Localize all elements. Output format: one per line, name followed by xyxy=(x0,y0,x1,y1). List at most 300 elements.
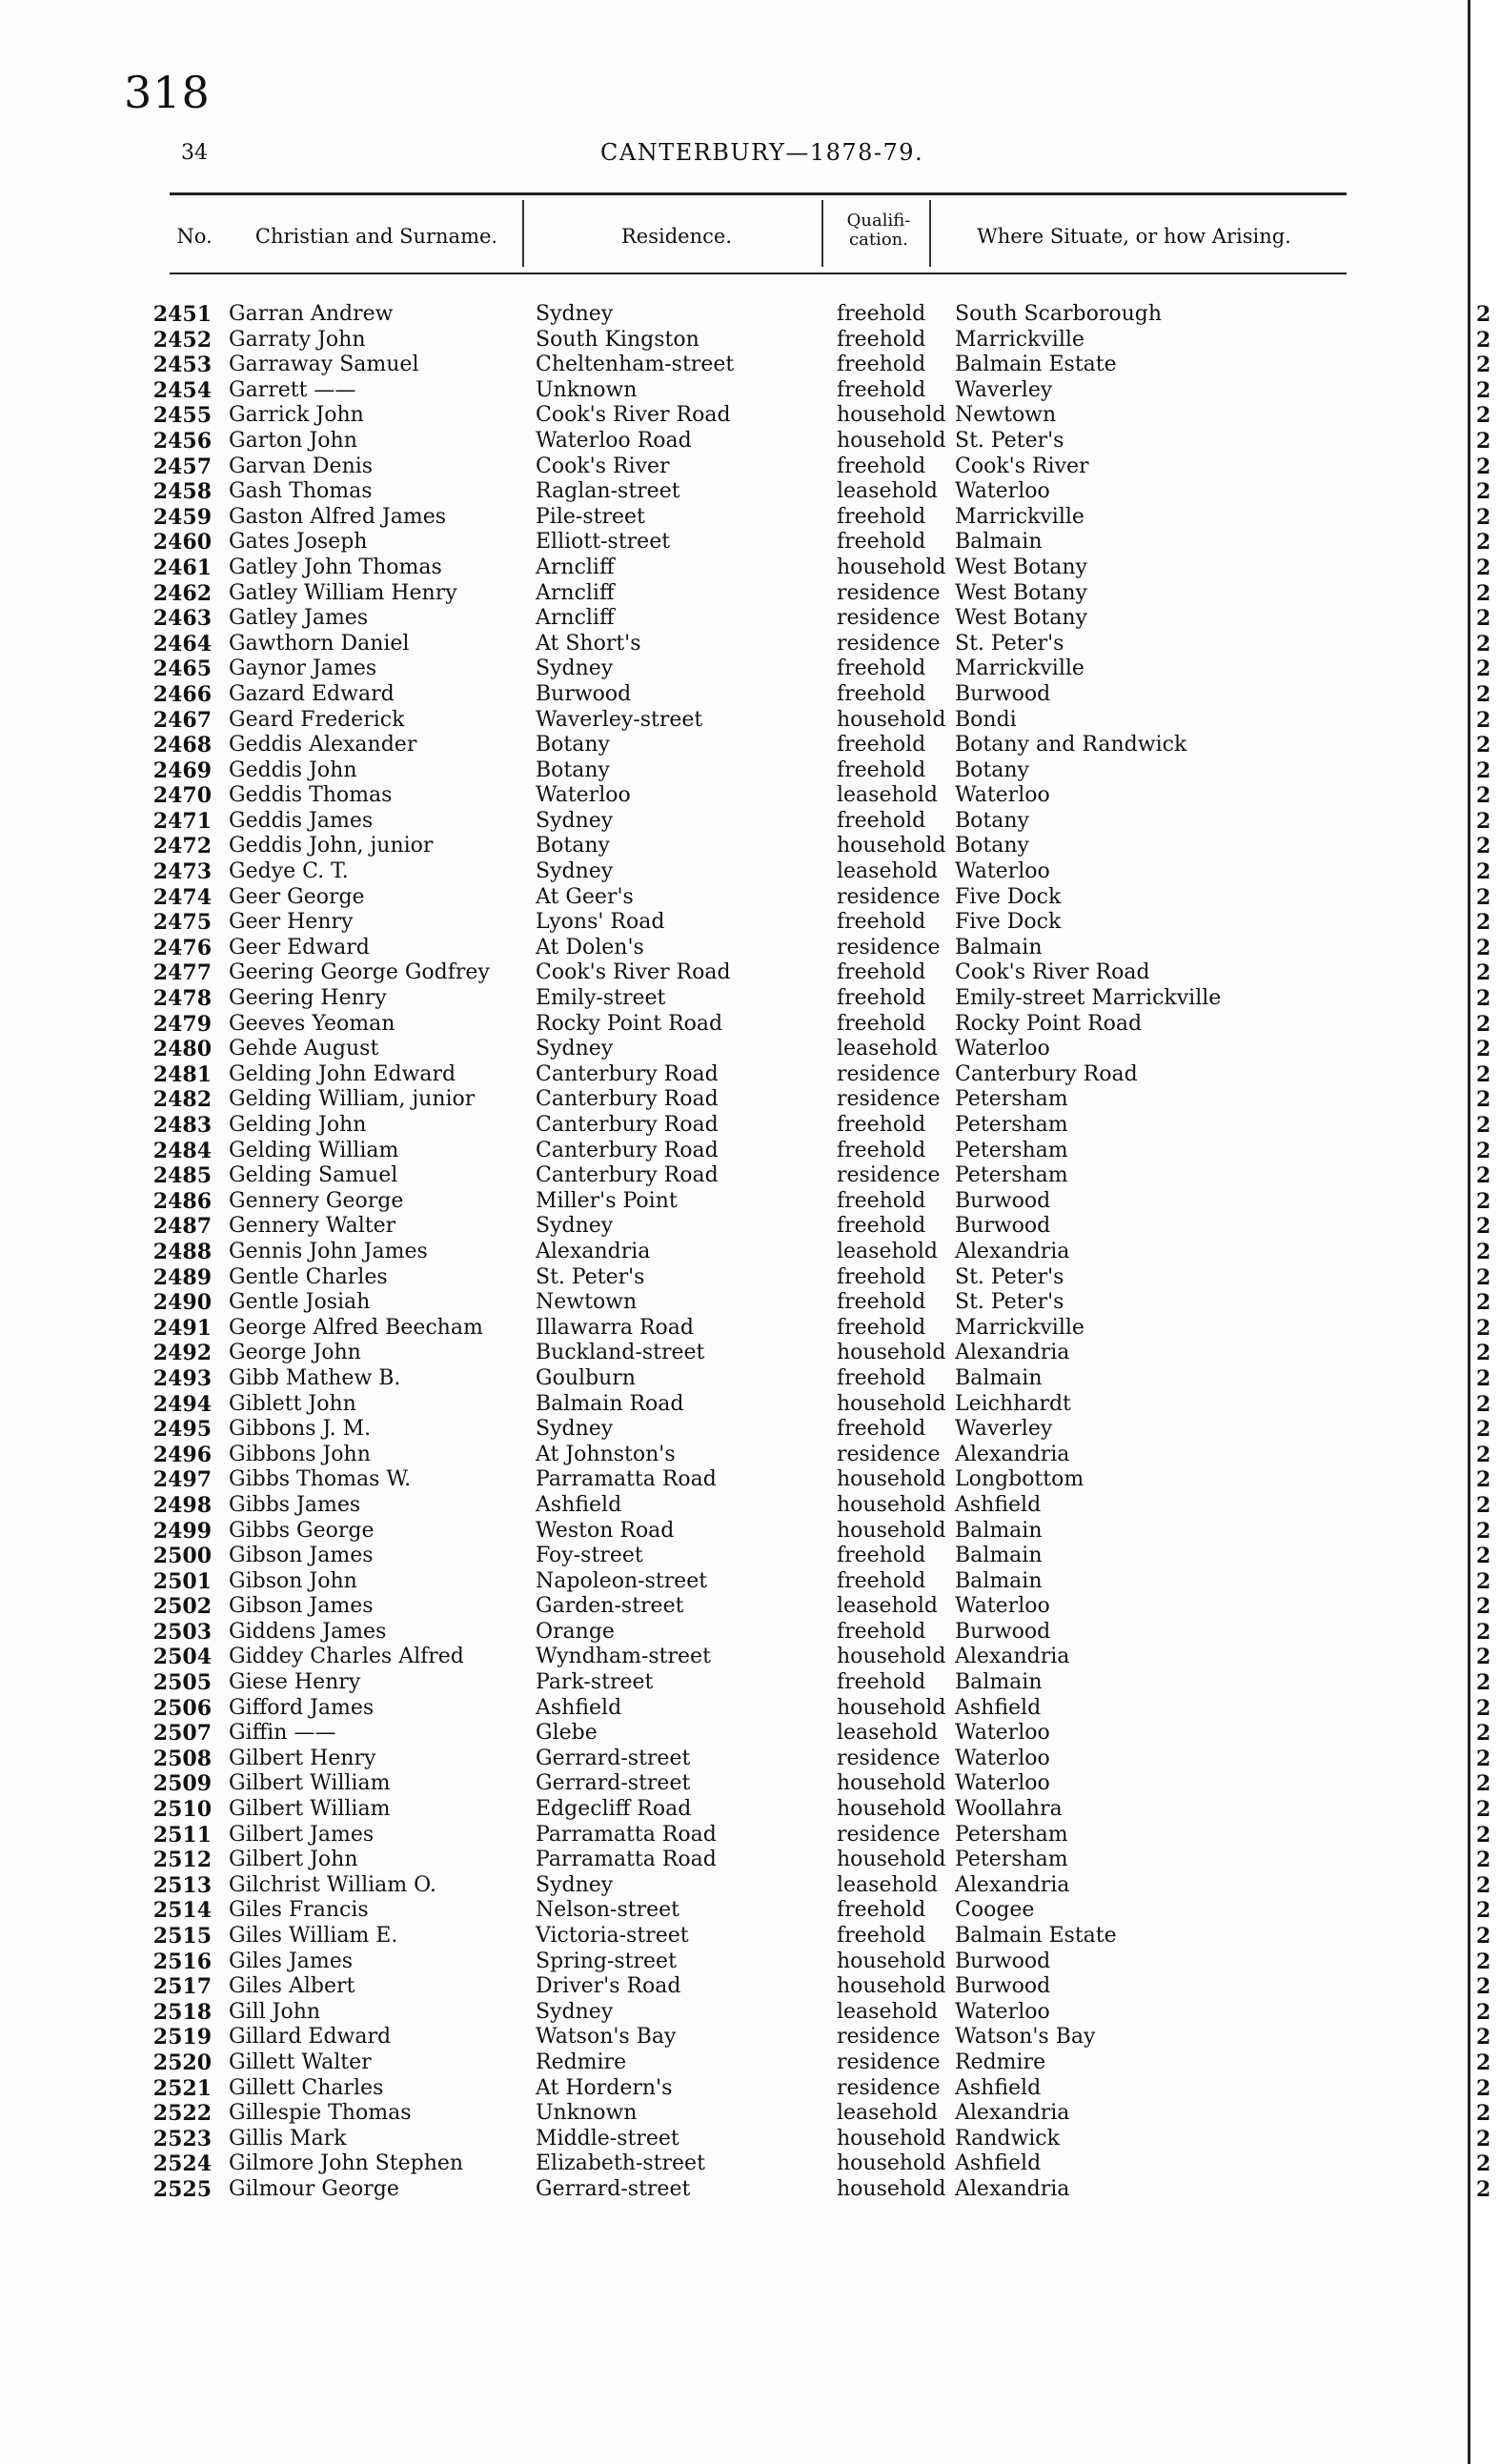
entry-name: Gilbert Henry xyxy=(229,1746,376,1770)
entry-number: 2480 xyxy=(152,1037,212,1062)
entry-number: 2497 xyxy=(152,1467,212,1493)
entry-where-situate: Alexandria xyxy=(955,1442,1070,1466)
table-row xyxy=(0,1037,1468,1062)
margin-fragment: 2 xyxy=(1476,479,1491,505)
table-row xyxy=(0,353,1468,378)
entry-qualification: leasehold xyxy=(837,2101,939,2126)
entry-where-situate: Burwood xyxy=(955,1949,1051,1973)
header-rule-bottom xyxy=(170,273,1347,274)
entry-name: Gentle Charles xyxy=(229,1264,388,1289)
entry-name: Gibbs Thomas W. xyxy=(229,1467,412,1492)
entry-where-situate: West Botany xyxy=(955,580,1087,605)
entry-where-situate: Alexandria xyxy=(955,1239,1070,1263)
entry-number: 2461 xyxy=(152,555,212,580)
entry-where-situate: Marrickville xyxy=(955,504,1084,529)
entry-residence: Sydney xyxy=(536,1417,614,1442)
margin-fragment: 2 xyxy=(1476,1949,1491,1974)
entry-residence: Unknown xyxy=(536,377,638,402)
entry-name: Giles Albert xyxy=(229,1974,355,1999)
entry-residence: Gerrard-street xyxy=(536,1746,691,1770)
table-row xyxy=(0,1443,1468,1468)
table-row xyxy=(0,555,1468,581)
running-title: CANTERBURY—1878-79. xyxy=(600,139,924,166)
entry-qualification: freehold xyxy=(837,1264,926,1289)
entry-name: Gillett Walter xyxy=(229,2050,372,2074)
entry-name: Gibson James xyxy=(229,1544,374,1568)
table-row xyxy=(0,1493,1468,1519)
entry-qualification: residence xyxy=(837,2025,941,2050)
entry-number: 2496 xyxy=(152,1442,212,1467)
entry-where-situate: Cook's River xyxy=(955,454,1089,478)
entry-number: 2514 xyxy=(152,1898,212,1924)
entry-residence: Sydney xyxy=(536,302,614,326)
entry-qualification: residence xyxy=(837,1087,941,1112)
entry-number: 2469 xyxy=(152,757,212,783)
entry-number: 2512 xyxy=(152,1848,212,1873)
entry-number: 2481 xyxy=(152,1061,212,1087)
entry-residence: Arncliff xyxy=(536,606,615,631)
table-row xyxy=(0,1949,1468,1975)
entry-qualification: leasehold xyxy=(837,1872,939,1897)
margin-fragment: 2 xyxy=(1476,834,1491,859)
table-row xyxy=(0,1012,1468,1038)
margin-fragment: 2 xyxy=(1476,327,1491,353)
entry-residence: Burwood xyxy=(536,681,632,706)
entry-where-situate: Marrickville xyxy=(955,327,1084,352)
entry-qualification: residence xyxy=(837,2075,941,2100)
register-rows xyxy=(0,302,1468,2203)
entry-number: 2490 xyxy=(152,1290,212,1316)
margin-fragment: 2 xyxy=(1476,1113,1491,1138)
entry-number: 2453 xyxy=(152,353,212,378)
entry-qualification: residence xyxy=(837,1442,941,1466)
entry-residence: Goulburn xyxy=(536,1365,636,1390)
entry-where-situate: Emily-street Marrickville xyxy=(955,986,1222,1011)
entry-where-situate: Alexandria xyxy=(955,1645,1070,1669)
margin-fragment: 2 xyxy=(1476,859,1491,885)
entry-where-situate: Waterloo xyxy=(955,1594,1050,1619)
entry-qualification: freehold xyxy=(837,504,926,529)
entry-name: Giddey Charles Alfred xyxy=(229,1645,464,1669)
entry-number: 2452 xyxy=(152,327,212,353)
entry-name: Geer Henry xyxy=(229,910,354,935)
entry-name: Geering George Godfrey xyxy=(229,960,490,985)
entry-where-situate: Balmain Estate xyxy=(955,353,1117,377)
entry-residence: Sydney xyxy=(536,808,614,833)
entry-number: 2516 xyxy=(152,1949,212,1974)
entry-number: 2525 xyxy=(152,2176,212,2202)
entry-qualification: freehold xyxy=(837,1568,926,1593)
entry-residence: Botany xyxy=(536,757,610,782)
entry-where-situate: Waterloo xyxy=(955,859,1050,884)
margin-fragment: 2 xyxy=(1476,707,1491,733)
entry-residence: Middle-street xyxy=(536,2126,679,2151)
entry-name: Gibson James xyxy=(229,1594,374,1619)
margin-fragment: 2 xyxy=(1476,1822,1491,1848)
column-separator xyxy=(821,200,823,267)
entry-name: Garran Andrew xyxy=(229,302,394,326)
entry-where-situate: Ashfield xyxy=(955,1492,1042,1517)
entry-where-situate: Cook's River Road xyxy=(955,960,1150,985)
entry-number: 2495 xyxy=(152,1417,212,1443)
entry-where-situate: Botany and Randwick xyxy=(955,733,1187,757)
margin-fragment: 2 xyxy=(1476,1594,1491,1620)
entry-residence: Watson's Bay xyxy=(536,2025,677,2050)
entry-number: 2488 xyxy=(152,1239,212,1264)
entry-where-situate: Alexandria xyxy=(955,1872,1070,1897)
entry-name: Gaynor James xyxy=(229,656,377,681)
entry-residence: Miller's Point xyxy=(536,1188,678,1213)
entry-residence: Driver's Road xyxy=(536,1974,681,1999)
entry-name: Gennery Walter xyxy=(229,1214,396,1239)
entry-qualification: freehold xyxy=(837,1011,926,1036)
entry-number: 2478 xyxy=(152,986,212,1012)
entry-number: 2483 xyxy=(152,1113,212,1138)
entry-qualification: leasehold xyxy=(837,1999,939,2024)
entry-number: 2459 xyxy=(152,504,212,530)
entry-where-situate: Waterloo xyxy=(955,1746,1050,1770)
table-row xyxy=(0,1417,1468,1443)
entry-name: Gentle Josiah xyxy=(229,1290,371,1315)
entry-name: Giles James xyxy=(229,1949,354,1973)
entry-qualification: household xyxy=(837,403,946,428)
entry-residence: Canterbury Road xyxy=(536,1113,719,1137)
entry-name: Gelding William xyxy=(229,1138,399,1162)
entry-name: Gill John xyxy=(229,1999,321,2024)
entry-residence: Sydney xyxy=(536,1999,614,2024)
entry-qualification: household xyxy=(837,834,946,858)
table-row xyxy=(0,885,1468,911)
table-row xyxy=(0,1594,1468,1620)
entry-qualification: freehold xyxy=(837,960,926,985)
table-row xyxy=(0,1797,1468,1823)
margin-fragment: 2 xyxy=(1476,2126,1491,2151)
entry-qualification: residence xyxy=(837,2050,941,2074)
entry-where-situate: West Botany xyxy=(955,606,1087,631)
entry-qualification: leasehold xyxy=(837,1239,939,1263)
margin-fragment: 2 xyxy=(1476,1264,1491,1290)
table-row xyxy=(0,783,1468,809)
entry-qualification: leasehold xyxy=(837,1594,939,1619)
entry-name: Gawthorn Daniel xyxy=(229,631,410,656)
entry-qualification: freehold xyxy=(837,1365,926,1390)
entry-name: Giddens James xyxy=(229,1619,387,1644)
entry-residence: Cook's River Road xyxy=(536,403,731,428)
entry-where-situate: Balmain xyxy=(955,935,1043,959)
entry-qualification: freehold xyxy=(837,302,926,326)
table-row xyxy=(0,1062,1468,1088)
table-row xyxy=(0,834,1468,859)
table-row xyxy=(0,1924,1468,1949)
entry-residence: Canterbury Road xyxy=(536,1061,719,1086)
entry-number: 2464 xyxy=(152,631,212,656)
entry-where-situate: Waterloo xyxy=(955,1771,1050,1796)
entry-where-situate: Marrickville xyxy=(955,1315,1084,1340)
entry-where-situate: Waverley xyxy=(955,377,1053,402)
entry-number: 2451 xyxy=(152,302,212,327)
margin-fragment: 2 xyxy=(1476,454,1491,479)
table-row xyxy=(0,1189,1468,1215)
entry-name: George Alfred Beecham xyxy=(229,1315,483,1340)
entry-name: Gibbs James xyxy=(229,1492,361,1517)
margin-fragment: 2 xyxy=(1476,1417,1491,1443)
entry-where-situate: St. Peter's xyxy=(955,1264,1064,1289)
entry-where-situate: St. Peter's xyxy=(955,428,1064,453)
entry-qualification: household xyxy=(837,1391,946,1416)
entry-where-situate: St. Peter's xyxy=(955,1290,1064,1315)
entry-residence: Parramatta Road xyxy=(536,1822,717,1847)
margin-fragment: 2 xyxy=(1476,1037,1491,1062)
entry-name: Geeves Yeoman xyxy=(229,1011,395,1036)
margin-fragment: 2 xyxy=(1476,2025,1491,2050)
table-row xyxy=(0,1873,1468,1899)
margin-fragment: 2 xyxy=(1476,377,1491,403)
margin-fragment: 2 xyxy=(1476,733,1491,758)
folio-number: 318 xyxy=(124,67,211,118)
entry-qualification: residence xyxy=(837,606,941,631)
entry-qualification: freehold xyxy=(837,1924,926,1948)
entry-where-situate: Botany xyxy=(955,834,1029,858)
margin-fragment: 2 xyxy=(1476,1239,1491,1264)
entry-where-situate: Waterloo xyxy=(955,479,1050,504)
entry-number: 2515 xyxy=(152,1924,212,1949)
entry-number: 2477 xyxy=(152,960,212,986)
margin-fragment: 2 xyxy=(1476,2050,1491,2075)
entry-name: Gilmore John Stephen xyxy=(229,2151,464,2176)
table-row xyxy=(0,758,1468,784)
margin-fragment: 2 xyxy=(1476,1011,1491,1037)
entry-qualification: freehold xyxy=(837,1290,926,1315)
entry-number: 2518 xyxy=(152,1999,212,2025)
entry-residence: Spring-street xyxy=(536,1949,677,1973)
table-row xyxy=(0,2025,1468,2050)
entry-residence: Garden-street xyxy=(536,1594,684,1619)
entry-residence: Sydney xyxy=(536,656,614,681)
table-row xyxy=(0,530,1468,555)
entry-residence: Foy-street xyxy=(536,1544,643,1568)
margin-fragment: 2 xyxy=(1476,1290,1491,1316)
margin-fragment: 2 xyxy=(1476,606,1491,632)
entry-name: Gatley John Thomas xyxy=(229,555,442,579)
entry-where-situate: Alexandria xyxy=(955,2101,1070,2126)
entry-qualification: household xyxy=(837,1949,946,1973)
table-row xyxy=(0,1848,1468,1873)
margin-fragment: 2 xyxy=(1476,783,1491,809)
entry-number: 2470 xyxy=(152,783,212,809)
table-row xyxy=(0,1113,1468,1139)
margin-fragment: 2 xyxy=(1476,1442,1491,1467)
entry-name: Gatley James xyxy=(229,606,369,631)
entry-qualification: freehold xyxy=(837,986,926,1011)
entry-number: 2520 xyxy=(152,2050,212,2075)
entry-where-situate: Newtown xyxy=(955,403,1057,428)
entry-residence: Cook's River xyxy=(536,454,670,478)
margin-fragment: 2 xyxy=(1476,1797,1491,1823)
entry-where-situate: Ashfield xyxy=(955,2151,1042,2176)
entry-where-situate: St. Peter's xyxy=(955,631,1064,656)
entry-residence: Lyons' Road xyxy=(536,910,665,935)
entry-residence: At Hordern's xyxy=(536,2075,673,2100)
entry-where-situate: Canterbury Road xyxy=(955,1061,1138,1086)
entry-number: 2474 xyxy=(152,884,212,910)
margin-fragment: 2 xyxy=(1476,2151,1491,2177)
margin-fragment: 2 xyxy=(1476,1924,1491,1949)
entry-residence: Redmire xyxy=(536,2050,627,2074)
entry-name: Geer Edward xyxy=(229,935,370,959)
entry-residence: Cheltenham-street xyxy=(536,353,735,377)
table-row xyxy=(0,1341,1468,1366)
entry-where-situate: Balmain Estate xyxy=(955,1924,1117,1948)
entry-qualification: residence xyxy=(837,580,941,605)
table-row xyxy=(0,1823,1468,1848)
entry-qualification: leasehold xyxy=(837,783,939,808)
margin-fragment: 2 xyxy=(1476,302,1491,327)
entry-residence: Buckland-street xyxy=(536,1341,705,1365)
margin-fragment: 2 xyxy=(1476,1645,1491,1670)
entry-qualification: household xyxy=(837,1695,946,1720)
entry-qualification: residence xyxy=(837,631,941,656)
entry-residence: Napoleon-street xyxy=(536,1568,708,1593)
margin-fragment: 2 xyxy=(1476,530,1491,555)
entry-name: Gillett Charles xyxy=(229,2075,384,2100)
entry-qualification: residence xyxy=(837,1746,941,1770)
entry-number: 2498 xyxy=(152,1492,212,1518)
entry-residence: Orange xyxy=(536,1619,615,1644)
entry-name: Gibbons J. M. xyxy=(229,1417,372,1442)
margin-fragment: 2 xyxy=(1476,1341,1491,1366)
entry-name: Gehde August xyxy=(229,1037,379,1061)
entry-where-situate: Balmain xyxy=(955,1670,1043,1695)
entry-residence: Arncliff xyxy=(536,555,615,579)
entry-qualification: freehold xyxy=(837,681,926,706)
margin-fragment: 2 xyxy=(1476,1619,1491,1645)
margin-fragment: 2 xyxy=(1476,1087,1491,1113)
table-row xyxy=(0,1696,1468,1722)
entry-name: Geddis John, junior xyxy=(229,834,434,858)
margin-fragment: 2 xyxy=(1476,1974,1491,2000)
entry-name: Giffin —— xyxy=(229,1721,336,1746)
entry-residence: Alexandria xyxy=(536,1239,651,1263)
entry-residence: Sydney xyxy=(536,1872,614,1897)
entry-name: Gilmour George xyxy=(229,2176,399,2201)
entry-number: 2473 xyxy=(152,859,212,885)
entry-name: Gillard Edward xyxy=(229,2025,392,2050)
entry-residence: At Short's xyxy=(536,631,641,656)
entry-residence: Illawarra Road xyxy=(536,1315,694,1340)
entry-where-situate: Balmain xyxy=(955,530,1043,555)
table-row xyxy=(0,656,1468,682)
entry-name: Gash Thomas xyxy=(229,479,373,504)
entry-residence: Weston Road xyxy=(536,1518,675,1543)
entry-where-situate: Five Dock xyxy=(955,884,1062,909)
entry-residence: Balmain Road xyxy=(536,1391,684,1416)
table-row xyxy=(0,1519,1468,1545)
entry-qualification: household xyxy=(837,2151,946,2176)
entry-number: 2508 xyxy=(152,1746,212,1771)
entry-qualification: freehold xyxy=(837,733,926,757)
entry-qualification: freehold xyxy=(837,1214,926,1239)
table-row xyxy=(0,1620,1468,1646)
entry-qualification: household xyxy=(837,1518,946,1543)
entry-residence: Elizabeth-street xyxy=(536,2151,705,2176)
entry-where-situate: Petersham xyxy=(955,1087,1068,1112)
entry-residence: Newtown xyxy=(536,1290,638,1315)
entry-residence: Parramatta Road xyxy=(536,1848,717,1872)
entry-where-situate: Botany xyxy=(955,808,1029,833)
entry-name: Garraty John xyxy=(229,327,366,352)
entry-residence: Sydney xyxy=(536,1037,614,1061)
entry-residence: Pile-street xyxy=(536,504,645,529)
entry-where-situate: West Botany xyxy=(955,555,1087,579)
page-number: 34 xyxy=(181,141,208,165)
entry-residence: At Dolen's xyxy=(536,935,644,959)
entry-residence: At Johnston's xyxy=(536,1442,676,1466)
entry-name: Gibb Mathew B. xyxy=(229,1365,401,1390)
entry-residence: Sydney xyxy=(536,859,614,884)
table-row xyxy=(0,632,1468,657)
entry-number: 2493 xyxy=(152,1365,212,1391)
table-row xyxy=(0,403,1468,429)
margin-fragment: 2 xyxy=(1476,1721,1491,1747)
entry-number: 2467 xyxy=(152,707,212,733)
table-row xyxy=(0,378,1468,404)
entry-number: 2457 xyxy=(152,454,212,479)
table-row xyxy=(0,1240,1468,1265)
entry-where-situate: Marrickville xyxy=(955,656,1084,681)
margin-fragment: 2 xyxy=(1476,1872,1491,1898)
margin-fragment: 2 xyxy=(1476,1391,1491,1417)
table-row xyxy=(0,1139,1468,1164)
entry-residence: Unknown xyxy=(536,2101,638,2126)
entry-where-situate: Waterloo xyxy=(955,1721,1050,1746)
entry-number: 2523 xyxy=(152,2126,212,2151)
table-row xyxy=(0,1544,1468,1569)
table-row xyxy=(0,2127,1468,2152)
entry-number: 2468 xyxy=(152,733,212,758)
table-row xyxy=(0,479,1468,505)
entry-residence: Botany xyxy=(536,733,610,757)
entry-where-situate: Waverley xyxy=(955,1417,1053,1442)
entry-number: 2504 xyxy=(152,1645,212,1670)
entry-name: Gedye C. T. xyxy=(229,859,349,884)
entry-name: Geer George xyxy=(229,884,365,909)
entry-name: Gaston Alfred James xyxy=(229,504,447,529)
col-header-no: No. xyxy=(176,225,213,248)
entry-where-situate: Waterloo xyxy=(955,783,1050,808)
table-row xyxy=(0,302,1468,328)
entry-residence: Canterbury Road xyxy=(536,1163,719,1188)
entry-name: George John xyxy=(229,1341,361,1365)
entry-number: 2492 xyxy=(152,1341,212,1366)
entry-number: 2491 xyxy=(152,1315,212,1341)
margin-fragment: 2 xyxy=(1476,1999,1491,2025)
entry-number: 2511 xyxy=(152,1822,212,1848)
entry-number: 2487 xyxy=(152,1214,212,1240)
table-row xyxy=(0,429,1468,454)
entry-where-situate: Botany xyxy=(955,757,1029,782)
table-row xyxy=(0,859,1468,885)
entry-name: Gelding John xyxy=(229,1113,367,1137)
entry-where-situate: Petersham xyxy=(955,1822,1068,1847)
entry-number: 2472 xyxy=(152,834,212,859)
entry-qualification: household xyxy=(837,1645,946,1669)
table-row xyxy=(0,1747,1468,1772)
entry-name: Gilchrist William O. xyxy=(229,1872,436,1897)
margin-fragment: 2 xyxy=(1476,1544,1491,1569)
margin-fragment: 2 xyxy=(1476,1746,1491,1771)
entry-name: Garrett —— xyxy=(229,377,356,402)
margin-fragment: 2 xyxy=(1476,884,1491,910)
